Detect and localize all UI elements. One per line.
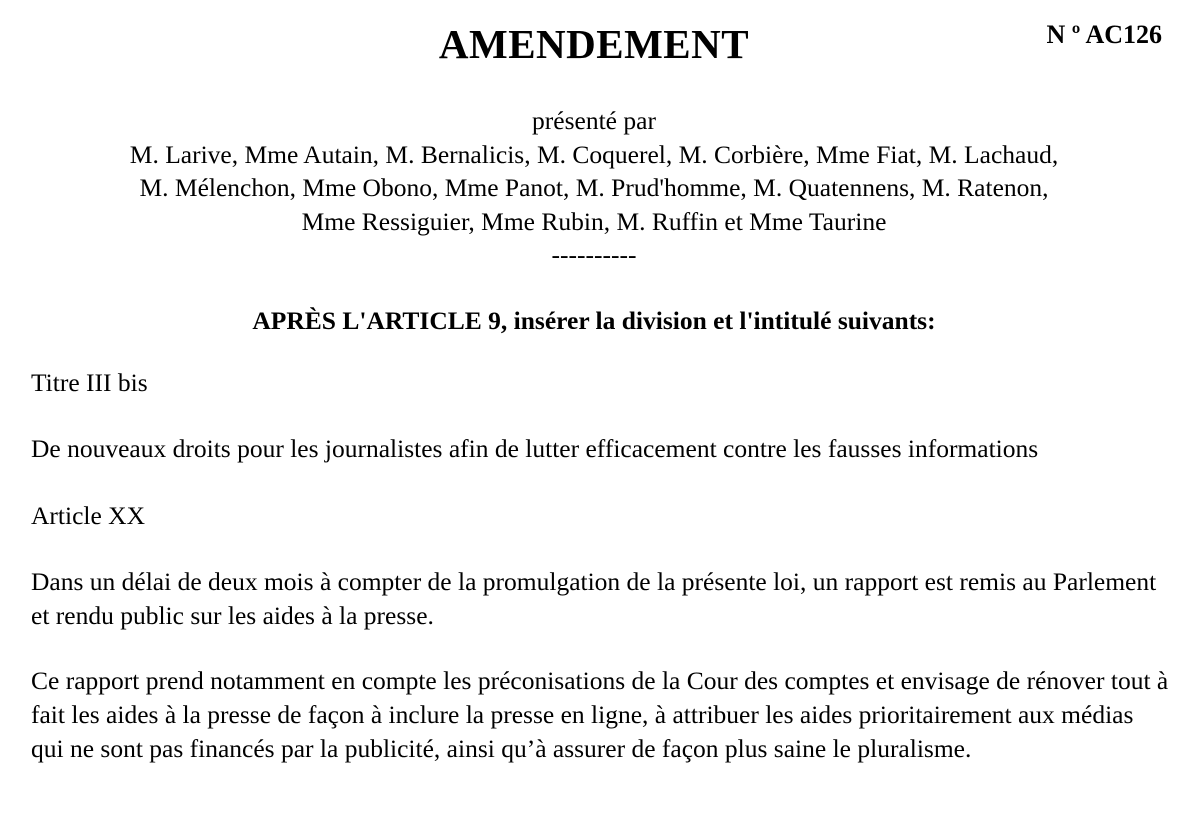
separator: ---------- [551, 240, 637, 269]
document-title: AMENDEMENT [438, 21, 750, 67]
division-heading: De nouveaux droits pour les journalistes afin de lutter efficacement contre les fausses informations [31, 434, 1039, 463]
authors-line-3: Mme Ressiguier, Mme Rubin, M. Ruffin et Mme Taurine [301, 206, 887, 236]
article-heading: Article XX [31, 501, 146, 530]
article-paragraph-1: Dans un délai de deux mois à compter de la promulgation de la présente loi, un rapport est remis au Parlement et rendu public sur les aides à la presse. [31, 567, 1157, 630]
division-title: Titre III bis [31, 368, 148, 397]
amendment-number: N º AC126 [1046, 20, 1162, 49]
insertion-instruction: APRÈS L'ARTICLE 9, insérer la division et l'intitulé suivants: [252, 306, 936, 335]
authors-line-2: M. Mélenchon, Mme Obono, Mme Panot, M. Prud'homme, M. Quatennens, M. Ratenon, [139, 173, 1049, 202]
article-paragraph-2: Ce rapport prend notamment en compte les préconisations de la Cour des comptes et envisage de rénover tout à fait les aides à la presse de façon à inclure la presse en ligne, à attribuer les aides prioritairement aux médias qui ne sont pas financés par la publicité, ainsi qu’à assurer de façon plus saine le pluralisme. [31, 666, 1169, 763]
presented-by-label: présenté par [532, 106, 656, 135]
presenter-block [0, 104, 1188, 272]
authors-line-1: M. Larive, Mme Autain, M. Bernalicis, M. Coquerel, M. Corbière, Mme Fiat, M. Lachaud, [129, 139, 1059, 169]
